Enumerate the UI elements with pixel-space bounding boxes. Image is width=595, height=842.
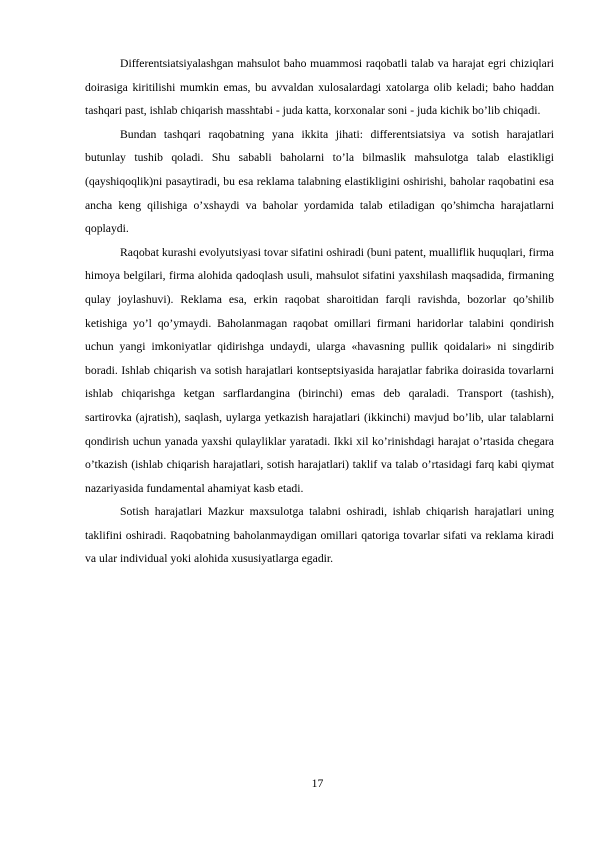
paragraph-3: Raqobat kurashi evolyutsiyasi tovar sifatini oshiradi (buni patent, mualliflik huquqlari, firma himoya belgilari, firma alohida qadoqlash usuli, mahsulot sifatini yaxshilash maqsadida, firmaning qulay joylashuvi). Reklama esa, erkin raqobat sharoitidan farqli ravishda, bozorlar qo’shilib ketishiga yo’l qo’ymaydi. Baholanmagan raqobat omillari firmani haridorlar talabini qondirish uchun yangi imkoniyatlar qidirishga undaydi, ularga «havasning pullik qoidalari» ni singdirib boradi. Ishlab chiqarish va sotish harajatlari kontseptsiyasida harajatlar fabrika doirasida tovarlarni ishlab chiqarishga ketgan sarflardangina (birinchi) emas deb qaraladi. Transport (tashish), sartirovka (ajratish), saqlash, uylarga yetkazish harajatlari (ikkinchi) mavjud bo’lib, ular talablarni qondirish uchun yanada yaxshi qulayliklar yaratadi. Ikki xil ko’rinishdagi harajat o’rtasida chegara o’tkazish (ishlab chiqarish harajatlari, sotish harajatlari) taklif va talab o’rtasidagi farq kabi qiymat nazariyasida fundamental ahamiyat kasb etadi. [85,245,554,495]
page-number: 17 [311,777,324,790]
paragraph-1: Differentsiatsiyalashgan mahsulot baho muammosi raqobatli talab va harajat egri chiziqlari doirasiga kiritilishi mumkin emas, bu avvaldan xulosalardagi xatolarga olib keladi; baho haddan tashqari past, ishlab chiqarish masshtabi - juda katta, korxonalar soni - juda kichik bo’lib chiqadi. [85,57,554,118]
paragraph-2: Bundan tashqari raqobatning yana ikkita jihati: differentsiatsiya va sotish harajatlari butunlay tushib qoladi. Shu sababli baholarni to’la bilmaslik mahsulotga talab elastikligi (qayshiqoqlik)ni pasaytiradi, bu esa reklama talabning elastikligini oshirishi, baholar raqobatini esa ancha keng qilishiga o’xshaydi va baholar yordamida talab etiladigan qo’shimcha harajatlarni qoplaydi. [85,127,554,236]
paragraph-4: Sotish harajatlari Mazkur maxsulotga talabni oshiradi, ishlab chiqarish harajatlari uning taklifini oshiradi. Raqobatning baholanmaydigan omillari qatoriga tovarlar sifati va reklama kiradi va ular individual yoki alohida xususiyatlarga egadir. [85,505,554,566]
body-text [85,52,554,571]
